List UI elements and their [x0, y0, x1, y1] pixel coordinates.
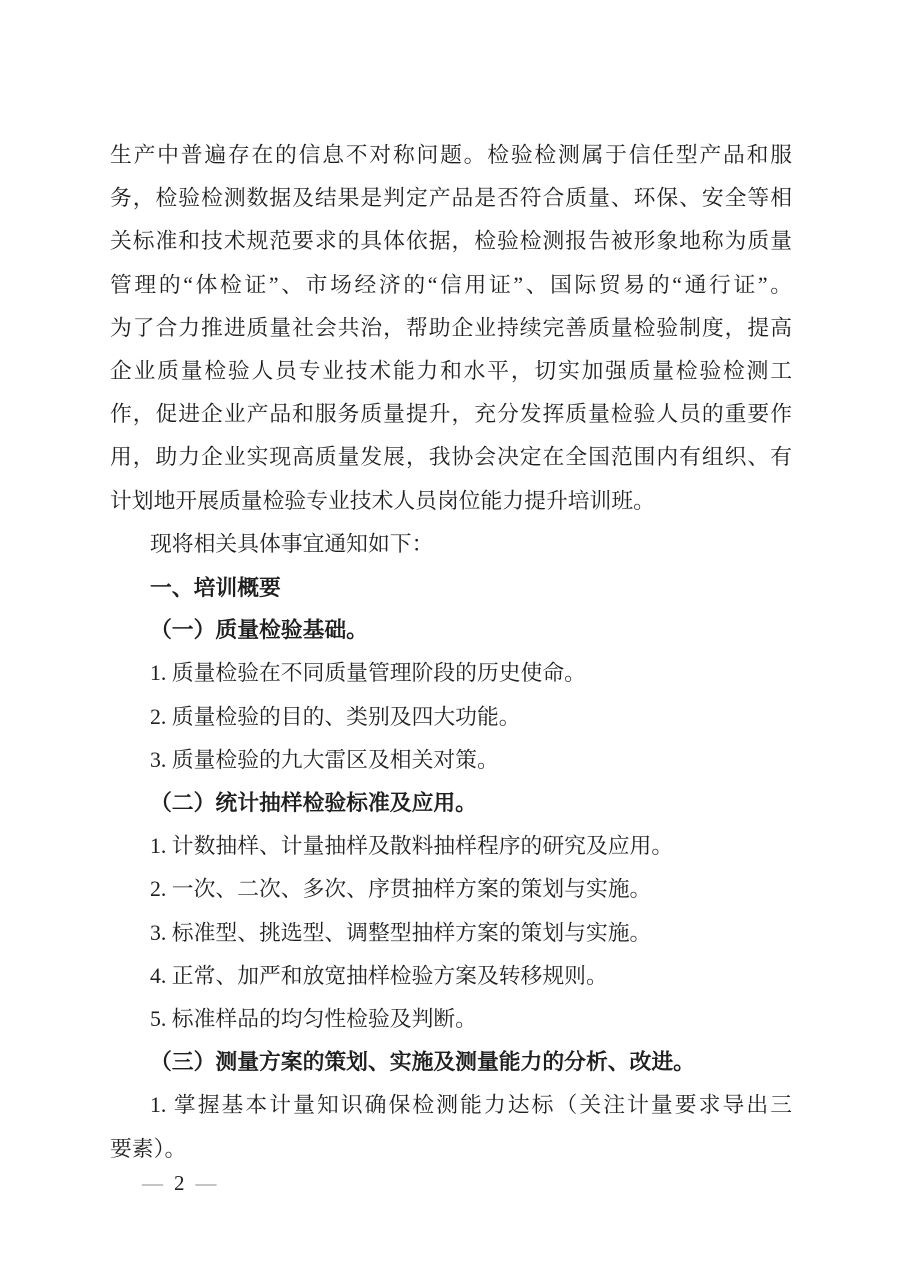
paragraph-line: 作，促进企业产品和服务质量提升，充分发挥质量检验人员的重要作 — [110, 402, 792, 427]
paragraph-line: 企业质量检验人员专业技术能力和水平，切实加强质量检验检测工 — [110, 359, 792, 384]
content-area — [110, 134, 792, 1171]
opening-paragraph — [110, 134, 792, 523]
paragraph-line: 关标准和技术规范要求的具体依据，检验检测报告被形象地称为质量 — [110, 229, 792, 254]
list-item-line: 5. 标准样品的均匀性检验及判断。 — [150, 1007, 477, 1032]
section-heading: 一、培训概要 — [150, 575, 281, 601]
list-item-line: 2. 质量检验的目的、类别及四大功能。 — [150, 704, 521, 729]
paragraph-line: 务，检验检测数据及结果是判定产品是否符合质量、环保、安全等相 — [110, 186, 792, 211]
subsection-heading: （一）质量检验基础。 — [150, 618, 368, 643]
list-item-line: 4. 正常、加严和放宽抽样检验方案及转移规则。 — [150, 963, 608, 988]
paragraph-line: 用，助力企业实现高质量发展，我协会决定在全国范围内有组织、有 — [110, 445, 792, 470]
list-item-line: 3. 质量检验的九大雷区及相关对策。 — [150, 747, 499, 772]
subsection-heading: （二）统计抽样检验标准及应用。 — [150, 791, 477, 816]
notice-line: 现将相关具体事宜通知如下： — [150, 531, 434, 556]
footer-page-number: 2 — [174, 1171, 186, 1195]
subsections — [110, 609, 792, 1171]
paragraph-line: 管理的“体检证”、市场经济的“信用证”、国际贸易的“通行证”。 — [110, 272, 792, 297]
paragraph-line: 生产中普遍存在的信息不对称问题。检验检测属于信任型产品和服 — [110, 143, 792, 167]
list-item-line: 1. 质量检验在不同质量管理阶段的历史使命。 — [150, 661, 586, 686]
list-item-line: 2. 一次、二次、多次、序贯抽样方案的策划与实施。 — [150, 877, 652, 902]
paragraph-line: 为了合力推进质量社会共治，帮助企业持续完善质量检验制度，提高 — [110, 315, 792, 340]
page-footer — [142, 1170, 218, 1196]
subsection-heading: （三）测量方案的策划、实施及测量能力的分析、改进。 — [150, 1050, 695, 1075]
footer-dash-right: — — [195, 1171, 218, 1195]
list-item-line: 1. 计数抽样、计量抽样及散料抽样程序的研究及应用。 — [150, 834, 674, 859]
list-item-line: 1. 掌握基本计量知识确保检测能力达标（关注计量要求导出三 — [150, 1093, 792, 1118]
footer-dash-left: — — [142, 1171, 164, 1195]
list-item-line: 3. 标准型、挑选型、调整型抽样方案的策划与实施。 — [150, 920, 652, 945]
paragraph-line: 计划地开展质量检验专业技术人员岗位能力提升培训班。 — [110, 488, 655, 513]
list-item-line: 要素）。 — [110, 1136, 187, 1161]
